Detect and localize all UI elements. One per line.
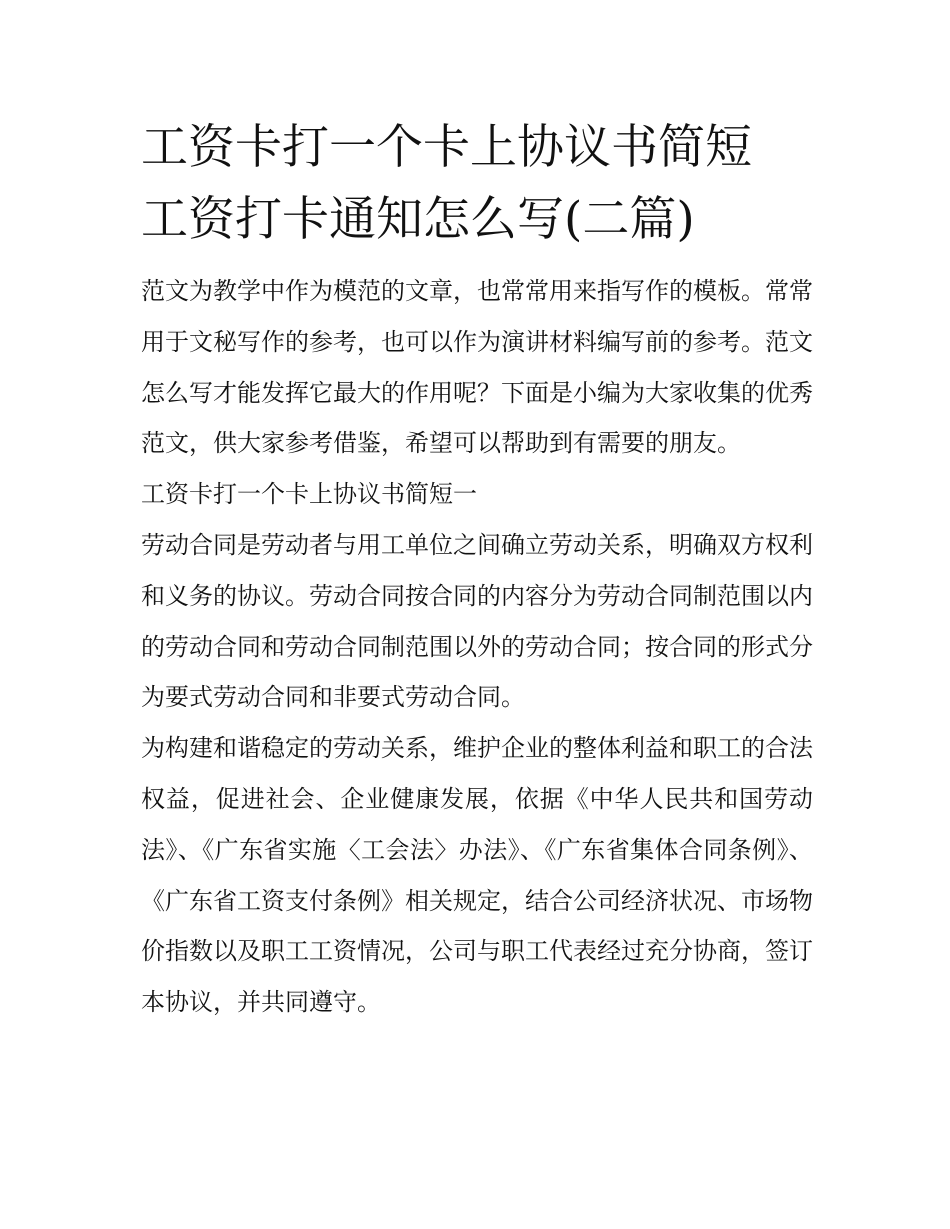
document-title-line-1: 工资卡打一个卡上协议书简短 — [141, 120, 752, 175]
contract-definition-paragraph: 劳动合同是劳动者与用工单位之间确立劳动关系，明确双方权利和义务的协议。劳动合同按合同的内容分为劳动合同制范围以内的劳动合同和劳动合同制范围以外的劳动合同；按合同的形式分为要式劳动合同和非要式劳动合同。 — [141, 530, 813, 712]
document-title — [141, 112, 813, 256]
intro-paragraph: 范文为教学中作为模范的文章，也常常用来指写作的模板。常常用于文秘写作的参考，也可以作为演讲材料编写前的参考。范文怎么写才能发挥它最大的作用呢？下面是小编为大家收集的优秀范文，供大家参考借鉴，希望可以帮助到有需要的朋友。 — [141, 277, 813, 458]
section-heading: 工资卡打一个卡上协议书简短一 — [141, 480, 477, 509]
agreement-basis-paragraph: 为构建和谐稳定的劳动关系，维护企业的整体利益和职工的合法权益，促进社会、企业健康发展，依据《中华人民共和国劳动法》、《广东省实施〈工会法〉办法》、《广东省集体合同条例》、《广东省工资支付条例》相关规定，结合公司经济状况、市场物价指数以及职工工资情况，公司与职工代表经过充分协商，签订本协议，并共同遵守。 — [141, 734, 813, 1017]
document-content — [141, 112, 813, 1028]
document-title-line-2: 工资打卡通知怎么写(二篇) — [141, 192, 695, 247]
document-body — [141, 266, 813, 1028]
